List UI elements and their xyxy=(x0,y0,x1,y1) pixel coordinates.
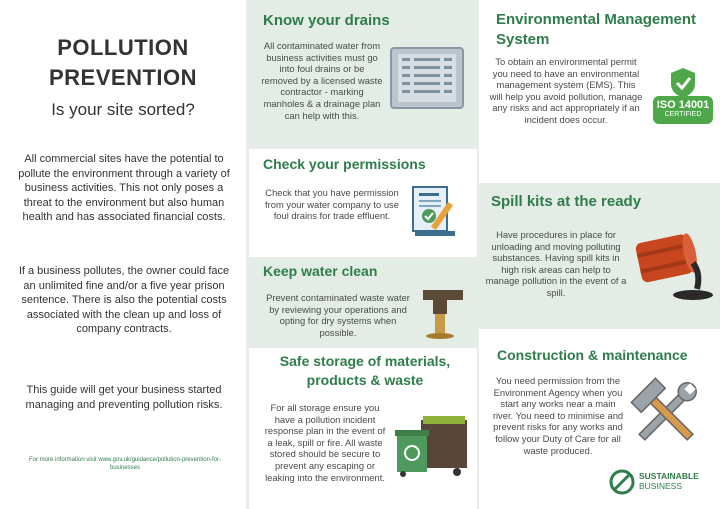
ems-heading xyxy=(496,10,696,50)
intro-panel xyxy=(0,0,246,509)
title-line-2: PREVENTION xyxy=(48,65,198,90)
leaf-logo-icon xyxy=(609,469,635,495)
permissions-text: Check that you have permission from your water company to use foul drains for trade effluent. xyxy=(265,187,399,222)
hammer-wrench-icon xyxy=(627,375,705,451)
iso-badge-title: ISO 14001 xyxy=(656,99,710,111)
ems-text: To obtain an environmental permit you need to have an environmental management system (EMS). This will help you avoid pollution, manage any risks and act appropriately if an incident does occur. xyxy=(489,56,643,125)
permissions-heading: Check your permissions xyxy=(263,156,426,172)
intro-paragraph-3: This guide will get your business started managing and preventing pollution risks. xyxy=(25,384,223,411)
spill-heading: Spill kits at the ready xyxy=(491,193,642,210)
dirty-pipe-icon xyxy=(421,284,465,340)
drain-grate-icon xyxy=(389,46,465,110)
drains-panel xyxy=(249,0,477,146)
logo-text-line-1: SUSTAINABLE xyxy=(639,471,699,481)
ems-panel xyxy=(479,0,720,183)
storage-text: For all storage ensure you have a pollution incident response plan in the event of a leak, spill or fire. All waste stored should be secure to prevent any escaping or leaking into the environment. xyxy=(264,402,386,483)
logo-text-line-2: BUSINESS xyxy=(639,481,682,491)
construction-heading: Construction & maintenance xyxy=(497,347,688,363)
spill-panel xyxy=(479,185,720,327)
ems-heading-line-2: System xyxy=(496,31,550,48)
waste-bins-icon xyxy=(395,412,471,478)
more-info-link[interactable]: For more information visit www.gov.uk/guidance/pollution-prevention-for-businesses xyxy=(29,457,221,471)
page-title xyxy=(0,33,246,93)
title-line-1: POLLUTION xyxy=(57,35,189,60)
page-subtitle: Is your site sorted? xyxy=(51,100,195,119)
storage-heading-line-2: products & waste xyxy=(306,372,424,388)
spilling-barrel-icon xyxy=(631,227,715,305)
storage-panel xyxy=(249,348,477,509)
intro-paragraph-1: All commercial sites have the potential to pollute the environment through a variety of business activities. This not only poses a threat to the environment but also human health and has associated financial costs. xyxy=(18,153,230,224)
storage-heading xyxy=(267,352,463,390)
permissions-panel xyxy=(249,149,477,257)
water-heading: Keep water clean xyxy=(263,263,378,279)
ems-heading-line-1: Environmental Management xyxy=(496,11,697,28)
drains-text: All contaminated water from business activities must go into foul drains or be removed by a licensed waste contractor - marking manholes & a drainage plan can help with this. xyxy=(261,40,383,121)
construction-panel xyxy=(479,329,720,509)
spill-text: Have procedures in place for unloading and moving polluting substances. Having spill kits in high risk areas can help to manage pollution in the event of a spill. xyxy=(485,229,627,298)
water-panel xyxy=(249,258,477,346)
sustainable-business-logo xyxy=(609,467,719,497)
drains-heading: Know your drains xyxy=(263,12,390,29)
iso-badge xyxy=(651,66,715,128)
intro-paragraph-2: If a business pollutes, the owner could face an unlimited fine and/or a five year prison sentence. There is also the potential costs associated with the clean up and loss of company contracts. xyxy=(18,265,230,336)
construction-text: You need permission from the Environment Agency when you start any works near a main river. You need to minimise and prevent risks for any works and follow your Duty of Care for all waste produced. xyxy=(492,375,624,456)
water-text: Prevent contaminated waste water by reviewing your operations and opting for dry systems when possible. xyxy=(266,292,410,338)
permit-document-icon xyxy=(409,183,459,239)
storage-heading-line-1: Safe storage of materials, xyxy=(279,353,451,369)
iso-badge-subtitle: CERTIFIED xyxy=(664,111,702,118)
